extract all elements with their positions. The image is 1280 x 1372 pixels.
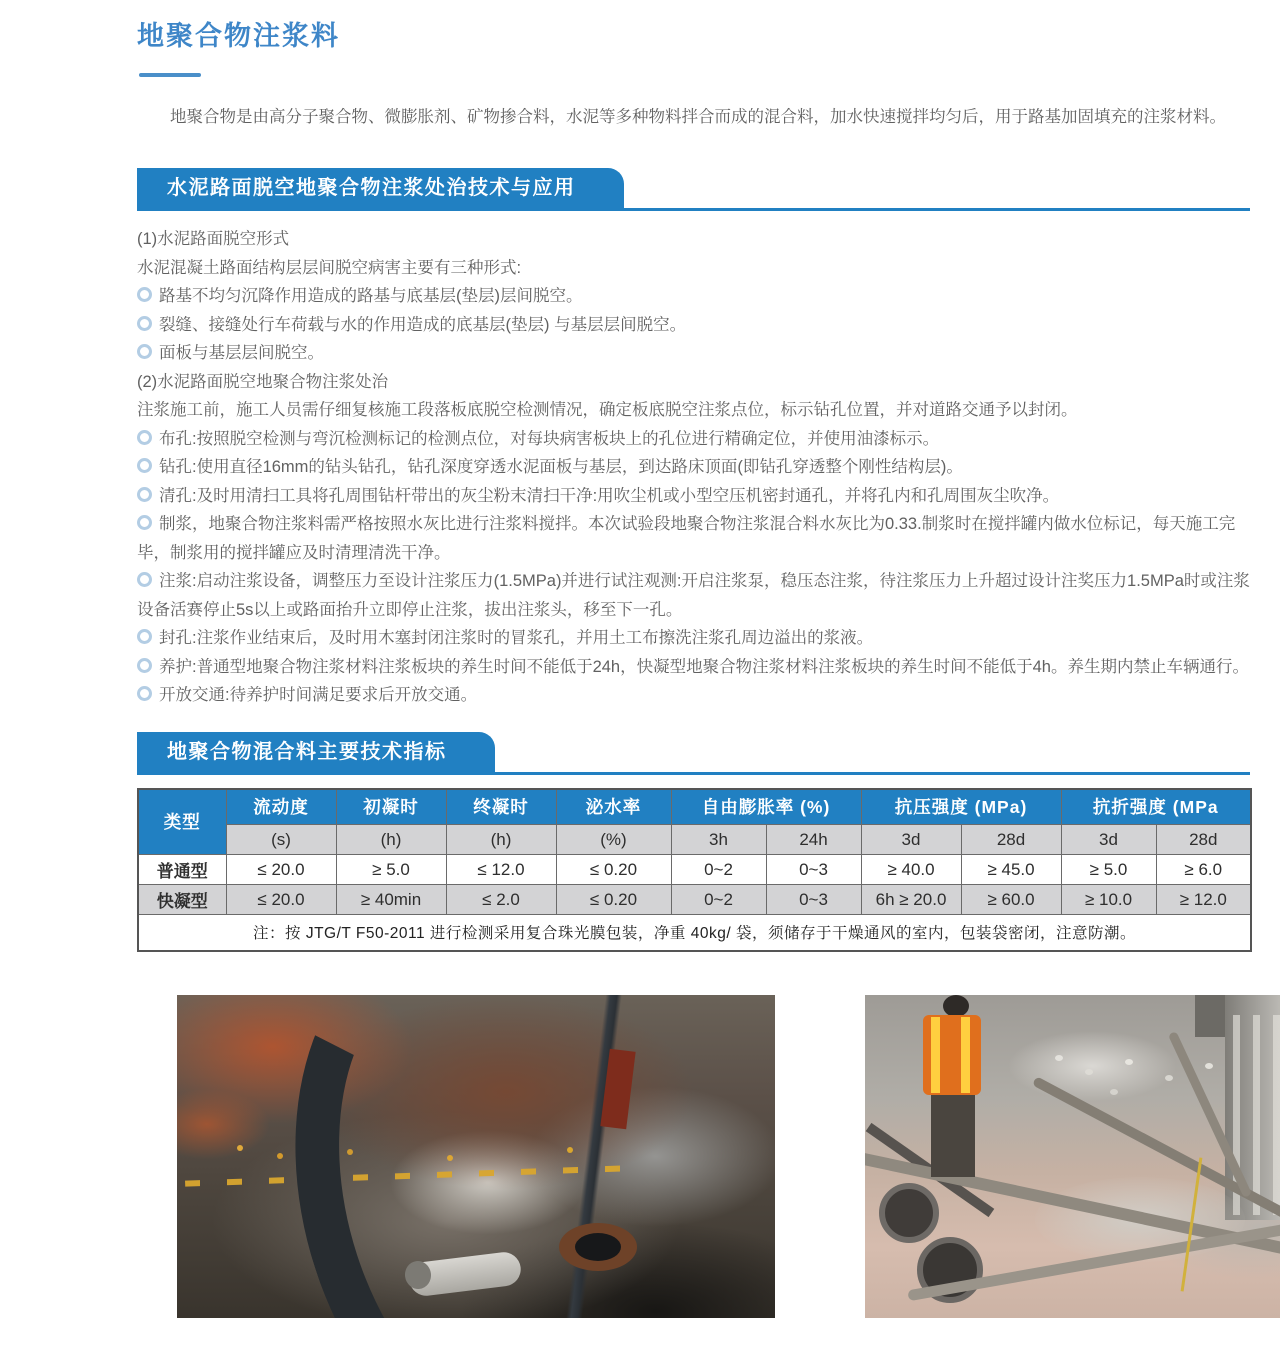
body-line-text: 注浆:启动注浆设备，调整压力至设计注浆压力(1.5MPa)并进行试注观测:开启注浆泵，稳压态注浆，待注浆压力上升超过设计注奖压力1.5MPa时或注浆设备活赛停止5s以上或路面抬升立即停止注浆，拔出注浆头，移至下一孔。 — [137, 572, 1250, 619]
col-group-header: 抗折强度 (MPa — [1061, 789, 1251, 825]
bullet-ring-icon — [137, 316, 152, 331]
value-cell: ≤ 0.20 — [556, 855, 671, 885]
unit-cell: (%) — [556, 825, 671, 855]
body-line — [137, 368, 1250, 397]
unit-cell: (h) — [446, 825, 556, 855]
wheel-shape — [879, 1183, 939, 1243]
sub-header-cell: 28d — [961, 825, 1061, 855]
body-line-text: (2)水泥路面脱空地聚合物注浆处治 — [137, 372, 389, 391]
col-header: 初凝时 — [336, 789, 446, 825]
bullet-ring-icon — [137, 458, 152, 473]
col-header: 流动度 — [226, 789, 336, 825]
value-cell: ≥ 10.0 — [1061, 885, 1156, 915]
body-line — [137, 681, 1250, 710]
body-line — [137, 254, 1250, 283]
worker-legs-shape — [931, 1095, 975, 1177]
col-header-type: 类型 — [138, 789, 226, 855]
value-cell: ≥ 40min — [336, 885, 446, 915]
bullet-ring-icon — [137, 686, 152, 701]
body-line — [137, 339, 1250, 368]
bullet-ring-icon — [137, 430, 152, 445]
bullet-ring-icon — [137, 629, 152, 644]
body-line-text: 钻孔:使用直径16mm的钻头钻孔，钻孔深度穿透水泥面板与基层，到达路床顶面(即钻孔穿透整个刚性结构层)。 — [159, 458, 963, 476]
value-cell: ≥ 6.0 — [1156, 855, 1251, 885]
photo-grouting-hole — [177, 995, 775, 1318]
section1-body — [137, 225, 1250, 710]
bullet-ring-icon — [137, 515, 152, 530]
sub-header-cell: 3d — [1061, 825, 1156, 855]
row-type-cell: 快凝型 — [138, 885, 226, 915]
value-cell: 0~3 — [766, 885, 861, 915]
bullet-ring-icon — [137, 572, 152, 587]
body-line-text: (1)水泥路面脱空形式 — [137, 230, 290, 248]
section1-banner-rule — [137, 168, 1250, 211]
body-line — [137, 425, 1250, 454]
body-line-text: 养护:普通型地聚合物注浆材料注浆板块的养生时间不能低于24h，快凝型地聚合物注浆材料注浆板块的养生时间不能低于4h。养生期内禁止车辆通行。 — [159, 657, 1249, 676]
col-header: 泌水率 — [556, 789, 671, 825]
col-header: 终凝时 — [446, 789, 556, 825]
sub-header-cell: 3h — [671, 825, 766, 855]
body-line-text: 清孔:及时用清扫工具将孔周围钻杆带出的灰尘粉末清扫干净:用吹尘机或小型空压机密封通孔，并将孔内和孔周围灰尘吹净。 — [159, 486, 1060, 505]
table-row — [138, 885, 1251, 915]
grout-port-center-shape — [575, 1233, 621, 1261]
value-cell: 0~3 — [766, 855, 861, 885]
bullet-ring-icon — [137, 344, 152, 359]
body-line-text: 布孔:按照脱空检测与弯沉检测标记的检测点位，对每块病害板块上的孔位进行精确定位，并使用油漆标示。 — [159, 429, 940, 448]
body-line — [137, 653, 1250, 682]
body-line-text: 路基不均匀沉降作用造成的路基与底基层(垫层)层间脱空。 — [159, 287, 583, 305]
value-cell: 0~2 — [671, 855, 766, 885]
debris-shape — [1055, 1055, 1063, 1061]
value-cell: ≥ 40.0 — [861, 855, 961, 885]
col-group-header: 自由膨胀率 (%) — [671, 789, 861, 825]
sub-header-cell: 28d — [1156, 825, 1251, 855]
title-underline — [139, 73, 201, 77]
photo-jobsite-worker — [865, 995, 1280, 1318]
body-line — [137, 453, 1250, 482]
vest-stripe-shape — [931, 1017, 940, 1093]
photo-row — [137, 979, 1250, 1334]
bullet-ring-icon — [137, 658, 152, 673]
bullet-ring-icon — [137, 287, 152, 302]
body-line — [137, 567, 1250, 624]
row-type-cell: 普通型 — [138, 855, 226, 885]
value-cell: ≥ 60.0 — [961, 885, 1061, 915]
value-cell: ≤ 0.20 — [556, 885, 671, 915]
value-cell: ≥ 45.0 — [961, 855, 1061, 885]
bullet-ring-icon — [137, 487, 152, 502]
vest-stripe-shape — [961, 1017, 970, 1093]
value-cell: ≥ 5.0 — [1061, 855, 1156, 885]
value-cell: 0~2 — [671, 885, 766, 915]
table-row — [138, 855, 1251, 885]
body-line — [137, 624, 1250, 653]
section2-banner-rule — [137, 732, 1250, 775]
body-line — [137, 482, 1250, 511]
body-line-text: 裂缝、接缝处行车荷载与水的作用造成的底基层(垫层) 与基层层间脱空。 — [159, 315, 687, 334]
page-title: 地聚合物注浆料 — [137, 21, 340, 51]
sub-header-cell: 24h — [766, 825, 861, 855]
unit-cell: (s) — [226, 825, 336, 855]
worker-head-shape — [943, 995, 969, 1017]
unit-cell: (h) — [336, 825, 446, 855]
value-cell: ≤ 12.0 — [446, 855, 556, 885]
body-line-text: 制浆，地聚合物注浆料需严格按照水灰比进行注浆料搅拌。本次试验段地聚合物注浆混合料水灰比为0.33.制浆时在搅拌罐内做水位标记，每天施工完毕，制浆用的搅拌罐应及时清理清洗干净。 — [137, 515, 1236, 562]
sub-header-cell: 3d — [861, 825, 961, 855]
value-cell: ≥ 12.0 — [1156, 885, 1251, 915]
section1-heading: 水泥路面脱空地聚合物注浆处治技术与应用 — [137, 168, 624, 208]
table-note: 注：按 JTG/T F50-2011 进行检测采用复合珠光膜包装，净重 40kg/ 袋，须储存于干燥通风的室内，包装袋密闭，注意防潮。 — [138, 915, 1251, 951]
body-line — [137, 311, 1250, 340]
body-line — [137, 510, 1250, 567]
value-cell: ≤ 2.0 — [446, 885, 556, 915]
value-cell: ≤ 20.0 — [226, 855, 336, 885]
body-line — [137, 396, 1250, 425]
section2-heading: 地聚合物混合料主要技术指标 — [137, 732, 495, 772]
paint-dots-shape — [237, 1145, 243, 1151]
value-cell: ≤ 20.0 — [226, 885, 336, 915]
body-line-text: 面板与基层层间脱空。 — [159, 344, 324, 362]
body-line-text: 水泥混凝土路面结构层层间脱空病害主要有三种形式: — [137, 258, 522, 277]
intro-paragraph: 地聚合物是由高分子聚合物、微膨胀剂、矿物掺合料，水泥等多种物料拌合而成的混合料，加水快速搅拌均匀后，用于路基加固填充的注浆材料。 — [170, 108, 1226, 126]
col-group-header: 抗压强度 (MPa) — [861, 789, 1061, 825]
spec-table — [137, 788, 1252, 952]
body-line-text: 封孔:注浆作业结束后，及时用木塞封闭注浆时的冒浆孔，并用土工布擦洗注浆孔周边溢出的浆液。 — [159, 629, 874, 647]
body-line-text: 注浆施工前，施工人员需仔细复核施工段落板底脱空检测情况，确定板底脱空注浆点位，标示钻孔位置，并对道路交通予以封闭。 — [137, 401, 1078, 419]
value-cell: ≥ 5.0 — [336, 855, 446, 885]
value-cell: 6h ≥ 20.0 — [861, 885, 961, 915]
body-line — [137, 225, 1250, 254]
body-line — [137, 282, 1250, 311]
body-line-text: 开放交通:待养护时间满足要求后开放交通。 — [159, 686, 478, 704]
